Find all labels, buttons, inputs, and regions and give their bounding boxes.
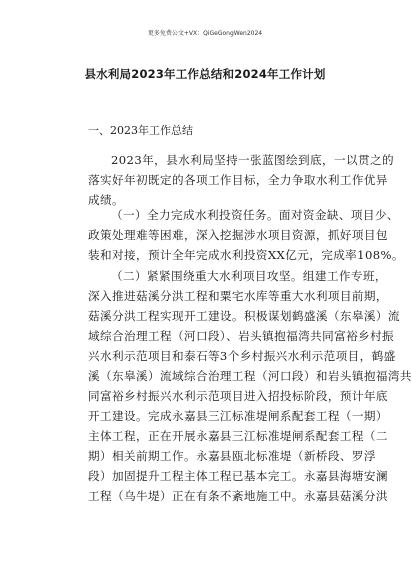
header-note: 更多免费公文+VX：QiGeGongWen2024 bbox=[147, 30, 263, 37]
paragraph-line: 成绩。 bbox=[88, 193, 124, 207]
paragraph-line: 菇溪分洪工程实现开工建设。积极谋划鹤盛溪（东皋溪）流 bbox=[88, 309, 400, 323]
paragraph-line: 期）相关前期工作。永嘉县瓯北标准堤（新桥段、罗浮 bbox=[88, 449, 376, 463]
paragraph-2 bbox=[88, 205, 404, 265]
document-title: 县水利局2023年工作总结和2024年工作计划 bbox=[84, 67, 326, 81]
paragraph-line: （二）紧紧围绕重大水利项目攻坚。组建工作专班， bbox=[111, 269, 387, 283]
paragraph-line: 2023年，县水利局坚持一张蓝图绘到底，一以贯之的 bbox=[111, 153, 394, 167]
section-heading: 一、2023年工作总结 bbox=[88, 124, 193, 137]
paragraph-line: 段）加固提升工程主体工程已基本完工。永嘉县海塘安澜 bbox=[88, 469, 388, 483]
paragraph-line: 溪（东皋溪）流域综合治理工程（河口段）和岩头镇抱福湾共 bbox=[88, 369, 412, 383]
paragraph-line: 开工建设。完成永嘉县三江标准堤闸系配套工程（一期） bbox=[88, 409, 388, 423]
paragraph-1 bbox=[88, 150, 394, 210]
paragraph-line: 装和对接，预计全年完成水利投资XX亿元，完成率108%。 bbox=[88, 248, 404, 262]
paragraph-line: 落实好年初既定的各项工作目标，全力争取水利工作优异 bbox=[88, 173, 388, 187]
paragraph-line: 域综合治理工程（河口段）、岩头镇抱福湾共同富裕乡村振 bbox=[88, 329, 395, 343]
paragraph-line: 政策处理难等困难，深入挖掘涉水项目资源，抓好项目包 bbox=[88, 228, 388, 242]
paragraph-line: （一）全力完成水利投资任务。面对资金缺、项目少、 bbox=[111, 208, 399, 222]
paragraph-line: 工程（乌牛堤）正在有条不紊地施工中。永嘉县菇溪分洪 bbox=[88, 489, 388, 503]
paragraph-line: 兴水利示范项目和泰石等3个乡村振兴水利示范项目，鹤盛 bbox=[88, 349, 396, 363]
paragraph-line: 主体工程，正在开展永嘉县三江标准堤闸系配套工程（二 bbox=[88, 429, 388, 443]
paragraph-line: 深入推进菇溪分洪工程和粟宅水库等重大水利项目前期， bbox=[88, 289, 388, 303]
paragraph-3 bbox=[88, 266, 412, 506]
paragraph-line: 同富裕乡村振兴水利示范项目进入招投标阶段，预计年底 bbox=[88, 389, 388, 403]
